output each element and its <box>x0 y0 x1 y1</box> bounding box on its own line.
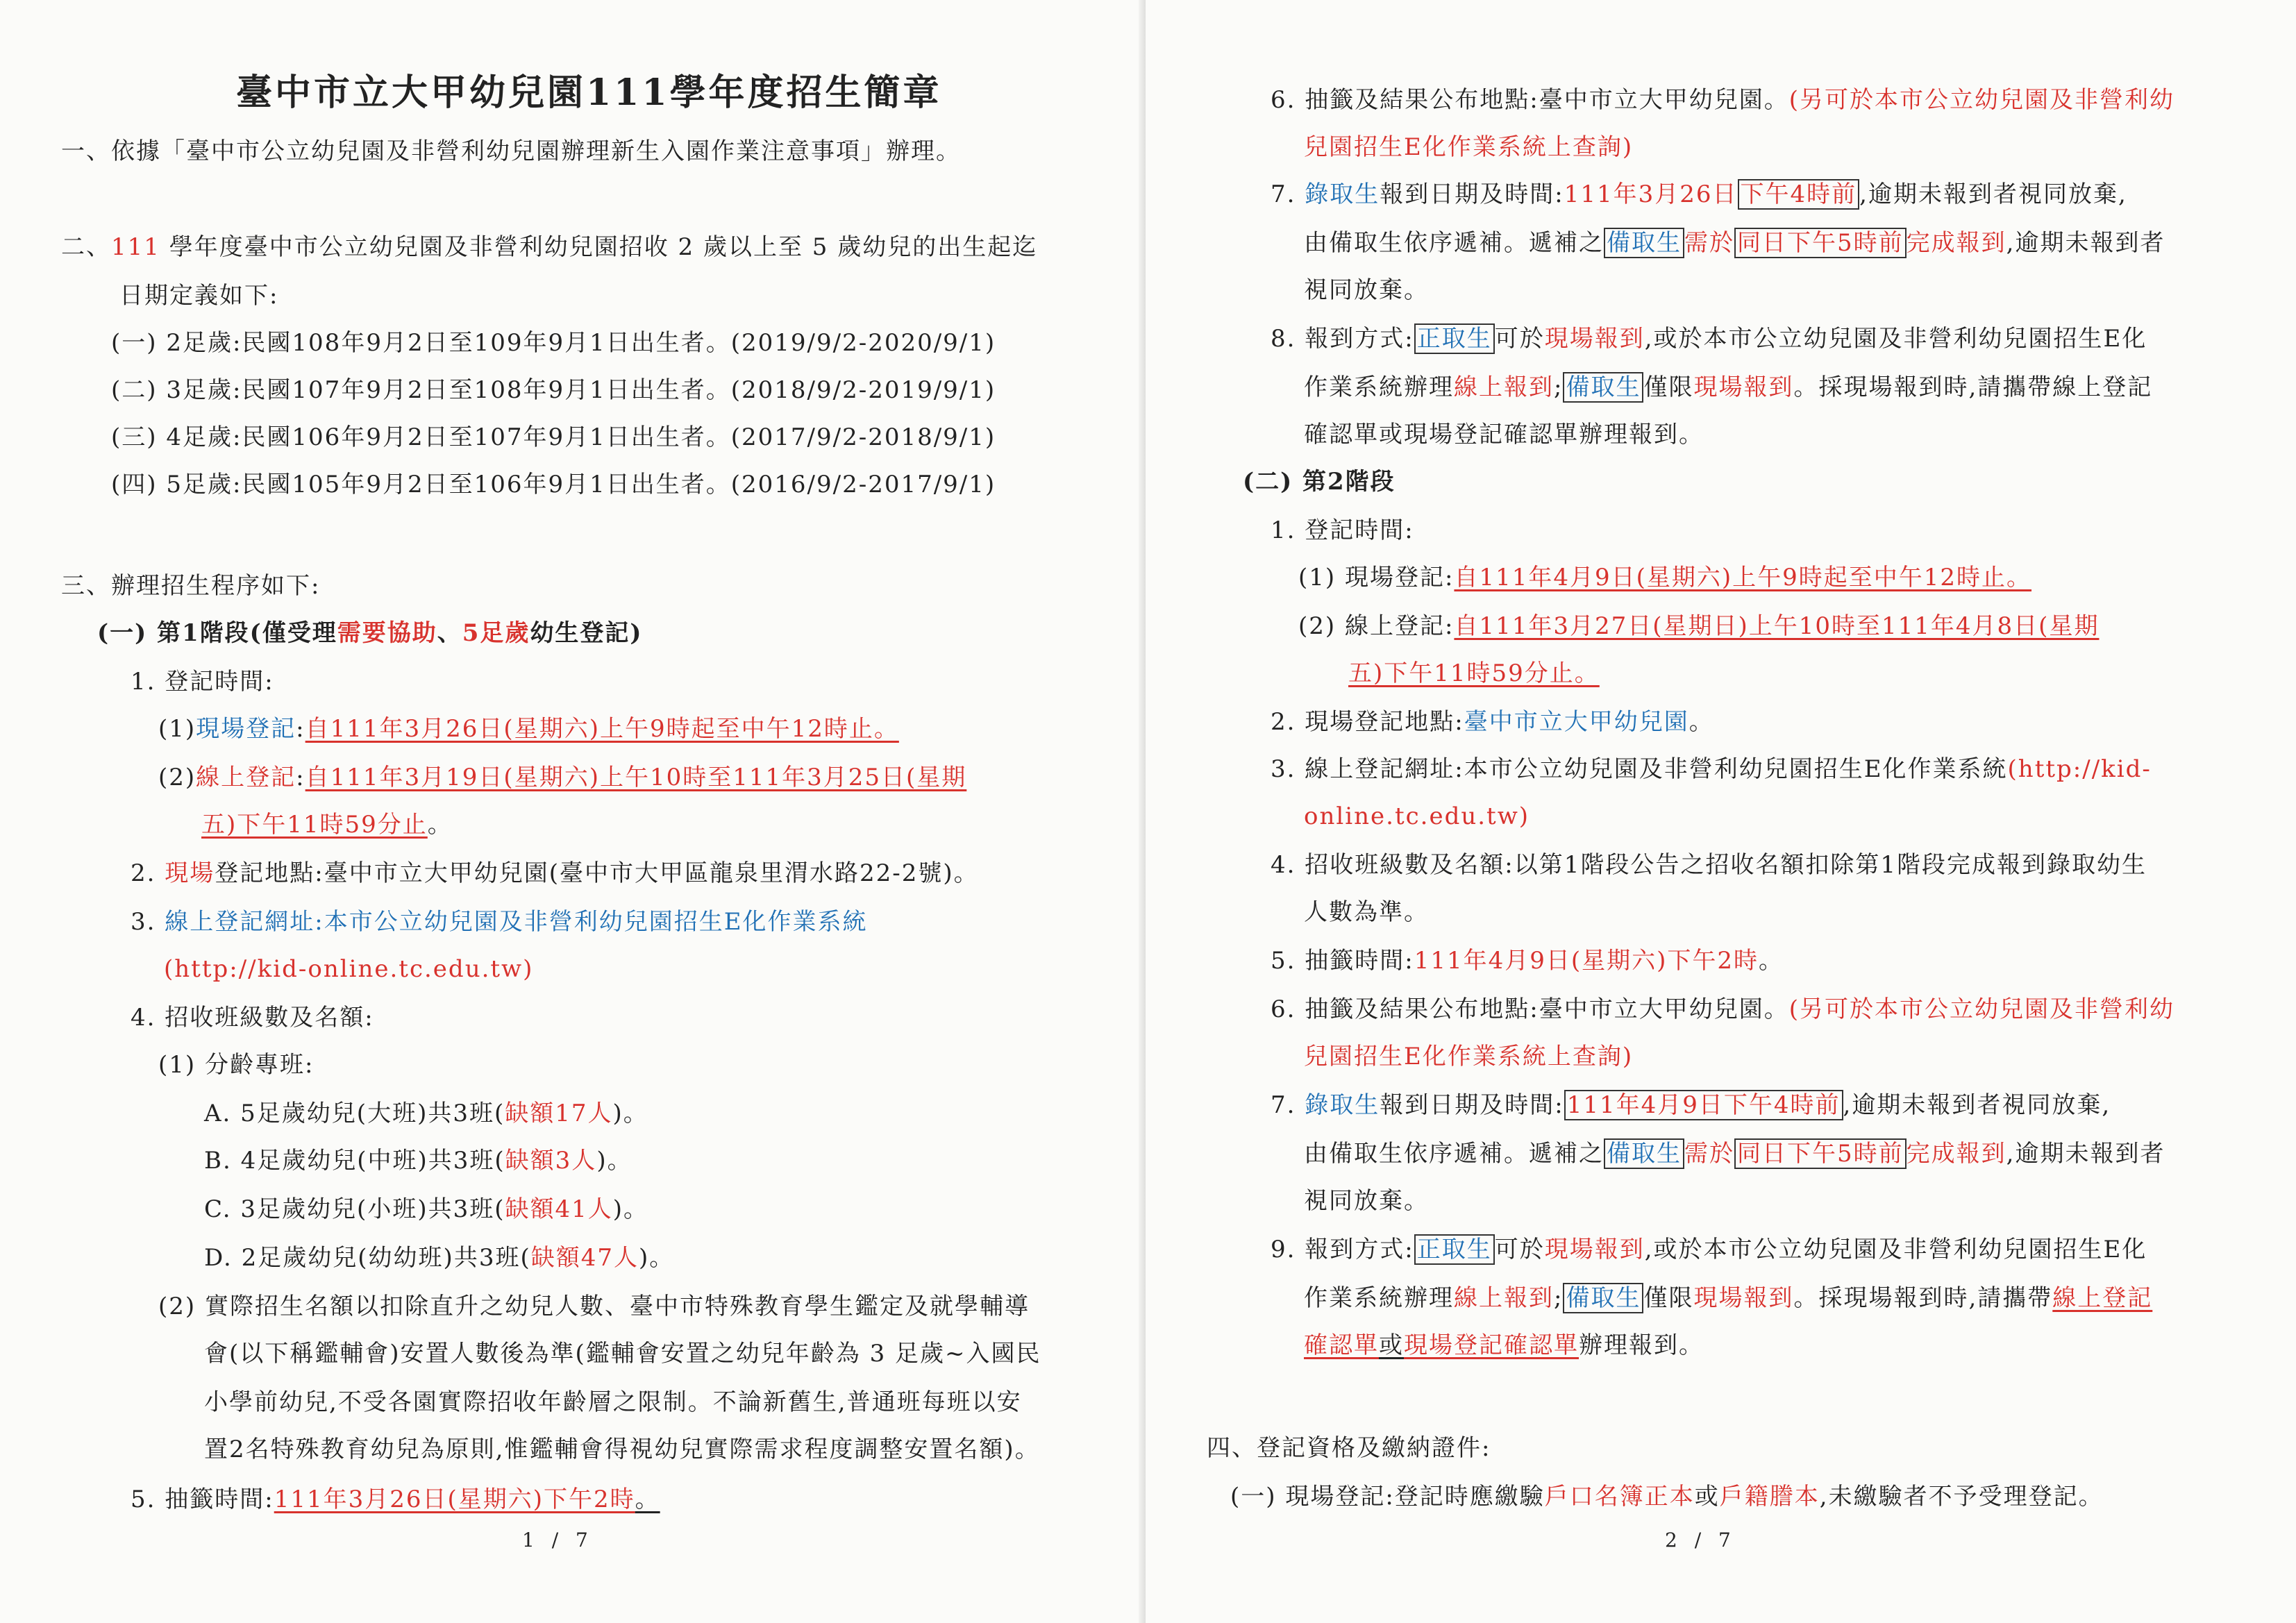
onsite-registration: (1) 現場登記:自111年4月9日(星期六)上午9時起至中午12時止。 <box>1298 564 2032 591</box>
draw-time: 5. 抽籤時間:111年4月9日(星期六)下午2時。 <box>1271 947 1784 975</box>
phase-1-heading: (一) 第1階段(僅受理需要協助、5足歲幼生登記) <box>97 619 643 647</box>
section-2: 二、111 學年度臺中市公立幼兒園及非營利幼兒園招收 2 歲以上至 5 歲幼兒的出生起迄 <box>61 233 1038 261</box>
report-method-cont: 確認單或現場登記確認單辦理報到。 <box>1304 1331 1704 1359</box>
report-method: 9. 報到方式: 正取生 可於現場報到,或於本市公立幼兒園及非營利幼兒園招生E化 <box>1271 1236 2147 1263</box>
section-3-heading: 三、辦理招生程序如下: <box>61 572 321 600</box>
quota-note: 小學前幼兒,不受各園實際招收年齡層之限制。不論新舊生,普通班每班以安 <box>204 1388 1022 1416</box>
class-item: B. 4足歲幼兒(中班)共3班(缺額3人)。 <box>204 1147 632 1175</box>
online-url-link[interactable]: online.tc.edu.tw) <box>1304 802 1530 830</box>
onsite-location: 2. 現場登記地點:臺中市立大甲幼兒園。 <box>1271 708 1714 736</box>
quota-note: 會(以下稱鑑輔會)安置人數後為準(鑑輔會安置之幼兒年齡為 3 足歲~入國民 <box>204 1340 1041 1368</box>
admitted-report-time-cont: 視同放棄。 <box>1304 276 1429 304</box>
registration-time-label: 1. 登記時間: <box>1271 516 1414 544</box>
class-quota-label: 4. 招收班級數及名額: <box>131 1004 374 1032</box>
draw-location-cont: 兒園招生E化作業系統上查詢) <box>1304 1043 1634 1070</box>
phase-2-heading: (二) 第2階段 <box>1243 468 1396 496</box>
age-item: (三) 4足歲:民國106年9月2日至107年9月1日出生者。(2017/9/2-2018/9/1) <box>111 423 996 451</box>
report-method: 8. 報到方式: 正取生 可於現場報到,或於本市公立幼兒園及非營利幼兒園招生E化 <box>1271 325 2147 353</box>
online-url-label: 3. 線上登記網址:本市公立幼兒園及非營利幼兒園招生E化作業系統(http://kid- <box>1271 755 2152 783</box>
report-method-cont: 作業系統辦理線上報到; 備取生 僅限現場報到。採現場報到時,請攜帶線上登記 <box>1304 373 2153 401</box>
online-registration: (2) 線上登記:自111年3月27日(星期日)上午10時至111年4月8日(星期 <box>1298 612 2100 640</box>
admitted-report-time-cont: 由備取生依序遞補。遞補之 備取生 需於 同日下午5時前 完成報到,逾期未報到者 <box>1304 229 2165 257</box>
draw-location: 6. 抽籤及結果公布地點:臺中市立大甲幼兒園。(另可於本市公立幼兒園及非營利幼 <box>1271 86 2175 114</box>
draw-location: 6. 抽籤及結果公布地點:臺中市立大甲幼兒園。(另可於本市公立幼兒園及非營利幼 <box>1271 995 2175 1023</box>
admitted-report-time: 7. 錄取生報到日期及時間:111年3月26日 下午4時前 ,逾期未報到者視同放棄, <box>1271 180 2127 208</box>
quota-note: 置2名特殊教育幼兒為原則,惟鑑輔會得視幼兒實際需求程度調整安置名額)。 <box>204 1436 1040 1463</box>
age-class-label: (1) 分齡專班: <box>158 1051 315 1079</box>
class-item: A. 5足歲幼兒(大班)共3班(缺額17人)。 <box>204 1100 648 1127</box>
online-registration-cont: 五)下午11時59分止。 <box>1348 659 1600 687</box>
class-quota-cont: 人數為準。 <box>1304 898 1429 926</box>
online-url-link[interactable]: (http://kid-online.tc.edu.tw) <box>164 955 534 983</box>
class-quota: 4. 招收班級數及名額:以第1階段公告之招收名額扣除第1階段完成報到錄取幼生 <box>1271 851 2147 879</box>
online-registration: (2)線上登記:自111年3月19日(星期六)上午10時至111年3月25日(星期 <box>158 764 967 791</box>
page-number: 1 / 7 <box>522 1529 594 1551</box>
onsite-registration: (1)現場登記:自111年3月26日(星期六)上午9時起至中午12時止。 <box>158 715 899 743</box>
class-item: C. 3足歲幼兒(小班)共3班(缺額41人)。 <box>204 1195 649 1223</box>
admitted-report-time-cont: 視同放棄。 <box>1304 1187 1429 1215</box>
admitted-report-time: 7. 錄取生報到日期及時間: 111年4月9日下午4時前 ,逾期未報到者視同放棄, <box>1271 1091 2111 1119</box>
age-item: (二) 3足歲:民國107年9月2日至108年9月1日出生者。(2018/9/2-2019/9/1) <box>111 376 996 404</box>
section-4-heading: 四、登記資格及繳納證件: <box>1207 1434 1491 1462</box>
page-number: 2 / 7 <box>1665 1529 1736 1551</box>
draw-time: 5. 抽籤時間:111年3月26日(星期六)下午2時。 <box>131 1486 660 1513</box>
onsite-location: 2. 現場登記地點:臺中市立大甲幼兒園(臺中市大甲區龍泉里渭水路22-2號)。 <box>131 859 979 887</box>
registration-time-label: 1. 登記時間: <box>131 668 274 696</box>
admitted-report-time-cont: 由備取生依序遞補。遞補之 備取生 需於 同日下午5時前 完成報到,逾期未報到者 <box>1304 1140 2165 1168</box>
report-method-cont: 作業系統辦理線上報到; 備取生 僅限現場報到。採現場報到時,請攜帶線上登記 <box>1304 1284 2153 1312</box>
online-registration-cont: 五)下午11時59分止。 <box>201 811 453 839</box>
section-4-item: (一) 現場登記:登記時應繳驗戶口名簿正本或戶籍謄本,未繳驗者不予受理登記。 <box>1230 1483 2104 1511</box>
draw-location-cont: 兒園招生E化作業系統上查詢) <box>1304 133 1634 161</box>
online-url-label: 3. 線上登記網址:本市公立幼兒園及非營利幼兒園招生E化作業系統 <box>131 908 868 936</box>
section-1: 一、依據「臺中市公立幼兒園及非營利幼兒園辦理新生入園作業注意事項」辦理。 <box>61 137 961 165</box>
quota-note: (2) 實際招生名額以扣除直升之幼兒人數、臺中市特殊教育學生鑑定及就學輔導 <box>158 1293 1030 1320</box>
section-2-cont: 日期定義如下: <box>119 282 279 310</box>
class-item: D. 2足歲幼兒(幼幼班)共3班(缺額47人)。 <box>204 1244 675 1272</box>
page-1 <box>0 0 1146 1623</box>
age-item: (四) 5足歲:民國105年9月2日至106年9月1日出生者。(2016/9/2-2017/9/1) <box>111 471 996 498</box>
page-2 <box>1146 0 2296 1623</box>
document-title: 臺中市立大甲幼兒園111學年度招生簡章 <box>236 72 942 114</box>
age-item: (一) 2足歲:民國108年9月2日至109年9月1日出生者。(2019/9/2-2020/9/1) <box>111 329 996 357</box>
report-method-cont: 確認單或現場登記確認單辦理報到。 <box>1304 421 1704 448</box>
